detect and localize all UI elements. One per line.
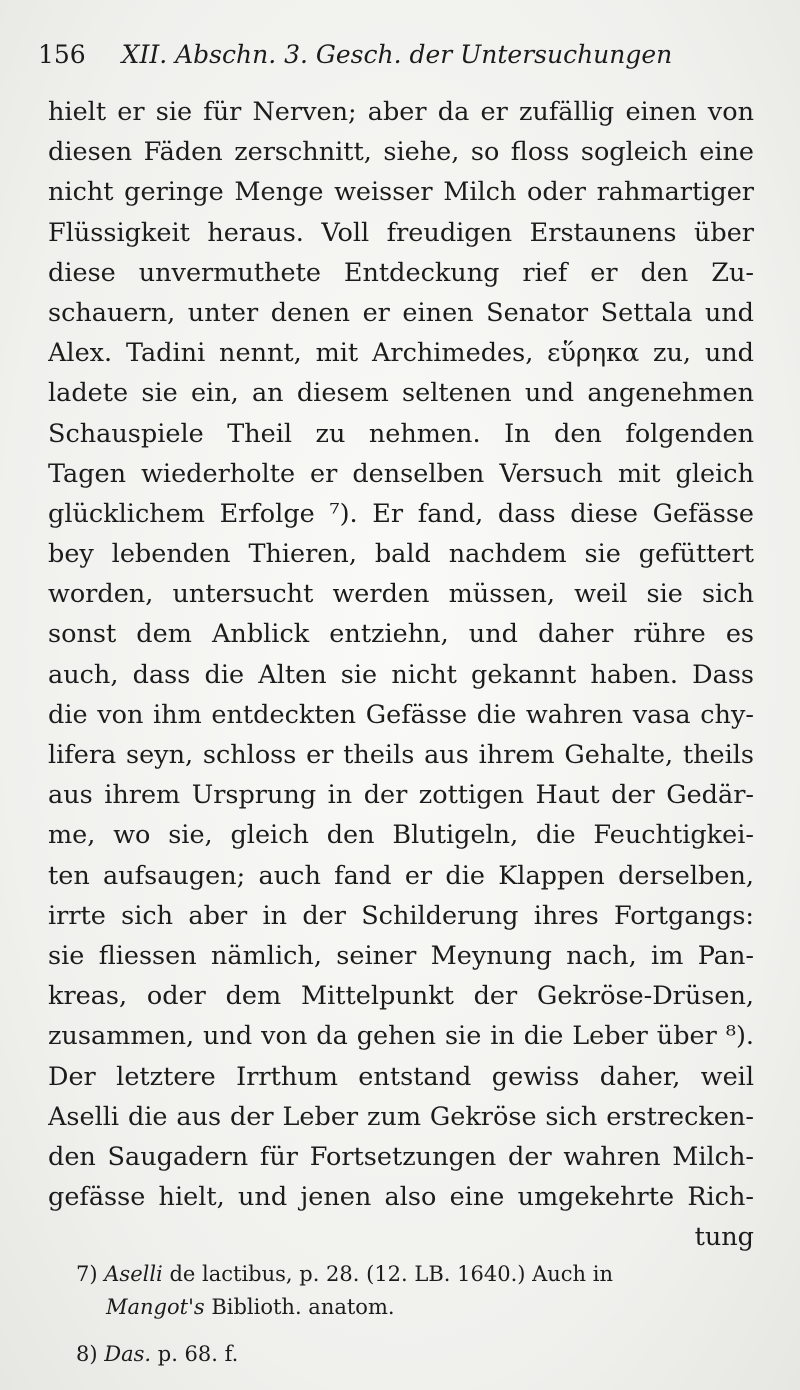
footnote-author: Mangot's — [106, 1295, 205, 1319]
text-line: me, wo sie, gleich den Blutigeln, die Feuchtigkei- — [48, 820, 754, 851]
text-line: ten aufsaugen; auch fand er die Klappen derselben, — [48, 860, 754, 891]
text-line: die von ihm entdeckten Gefässe die wahren vasa chy- — [48, 699, 754, 730]
running-title: XII. Abschn. 3. Gesch. der Untersuchungen — [121, 40, 673, 69]
text-line: diese unvermuthete Entdeckung rief er den Zu- — [48, 257, 754, 288]
footnote-8 — [76, 1338, 756, 1371]
text-line: lifera seyn, schloss er theils aus ihrem Gehalte, theils — [48, 740, 754, 770]
main-text — [48, 92, 754, 1257]
text-line: sonst dem Anblick entziehn, und daher rühre es — [48, 619, 754, 650]
text-line: worden, untersucht werden müssen, weil sie sich — [48, 579, 754, 610]
text-line: Alex. Tadini nennt, mit Archimedes, εὕρηκα zu, und — [48, 338, 754, 369]
text-line: den Saugadern für Fortsetzungen der wahren Milch- — [48, 1141, 754, 1172]
text-line: Flüssigkeit heraus. Voll freudigen Erstaunens über — [48, 217, 754, 248]
running-header — [38, 40, 738, 80]
footnote-7-continuation — [76, 1291, 756, 1324]
text-line: kreas, oder dem Mittelpunkt der Gekröse-Drüsen, — [48, 981, 754, 1012]
footnote-gap — [76, 1324, 756, 1338]
text-line: Tagen wiederholte er denselben Versuch mit gleich — [48, 458, 754, 489]
text-line: gefässe hielt, und jenen also eine umgekehrte Rich- — [48, 1182, 754, 1213]
text-line: nicht geringe Menge weisser Milch oder rahmartiger — [48, 177, 754, 208]
text-line: ladete sie ein, an diesem seltenen und angenehmen — [48, 378, 754, 409]
text-line: irrte sich aber in der Schilderung ihres Fortgangs: — [48, 900, 754, 931]
text-line: glücklichem Erfolge ⁷). Er fand, dass diese Gefässe — [48, 498, 754, 529]
page-number: 156 — [38, 40, 86, 69]
text-line: sie fliessen nämlich, seiner Meynung nach, im Pan- — [48, 940, 754, 971]
footnote-marker: 7) — [76, 1262, 98, 1286]
text-line: hielt er sie für Nerven; aber da er zufällig einen von — [48, 97, 754, 127]
footnote-author: Das. — [104, 1342, 152, 1366]
text-line: Schauspiele Theil zu nehmen. In den folgenden — [48, 418, 754, 449]
text-line: Der letztere Irrthum entstand gewiss daher, weil — [48, 1061, 754, 1092]
footnote-text: p. 68. f. — [157, 1342, 239, 1366]
text-line: zusammen, und von da gehen sie in die Leber über ⁸). — [48, 1021, 754, 1052]
catchword: tung — [694, 1222, 754, 1253]
footnote-text: Biblioth. anatom. — [211, 1295, 395, 1319]
footnotes — [76, 1258, 756, 1371]
text-line: diesen Fäden zerschnitt, siehe, so floss sogleich eine — [48, 137, 754, 168]
footnote-marker: 8) — [76, 1342, 98, 1366]
text-line: schauern, unter denen er einen Senator Settala und — [48, 297, 754, 328]
text-line: bey lebenden Thieren, bald nachdem sie gefüttert — [48, 539, 754, 570]
footnote-text: de lactibus, p. 28. (12. LB. 1640.) Auch in — [169, 1262, 614, 1286]
footnote-author: Aselli — [104, 1262, 163, 1286]
footnote-7 — [76, 1258, 756, 1291]
text-line: auch, dass die Alten sie nicht gekannt haben. Dass — [48, 659, 754, 690]
text-line: Aselli die aus der Leber zum Gekröse sich erstrecken- — [48, 1101, 754, 1132]
text-line: aus ihrem Ursprung in der zottigen Haut der Gedär- — [48, 780, 754, 811]
